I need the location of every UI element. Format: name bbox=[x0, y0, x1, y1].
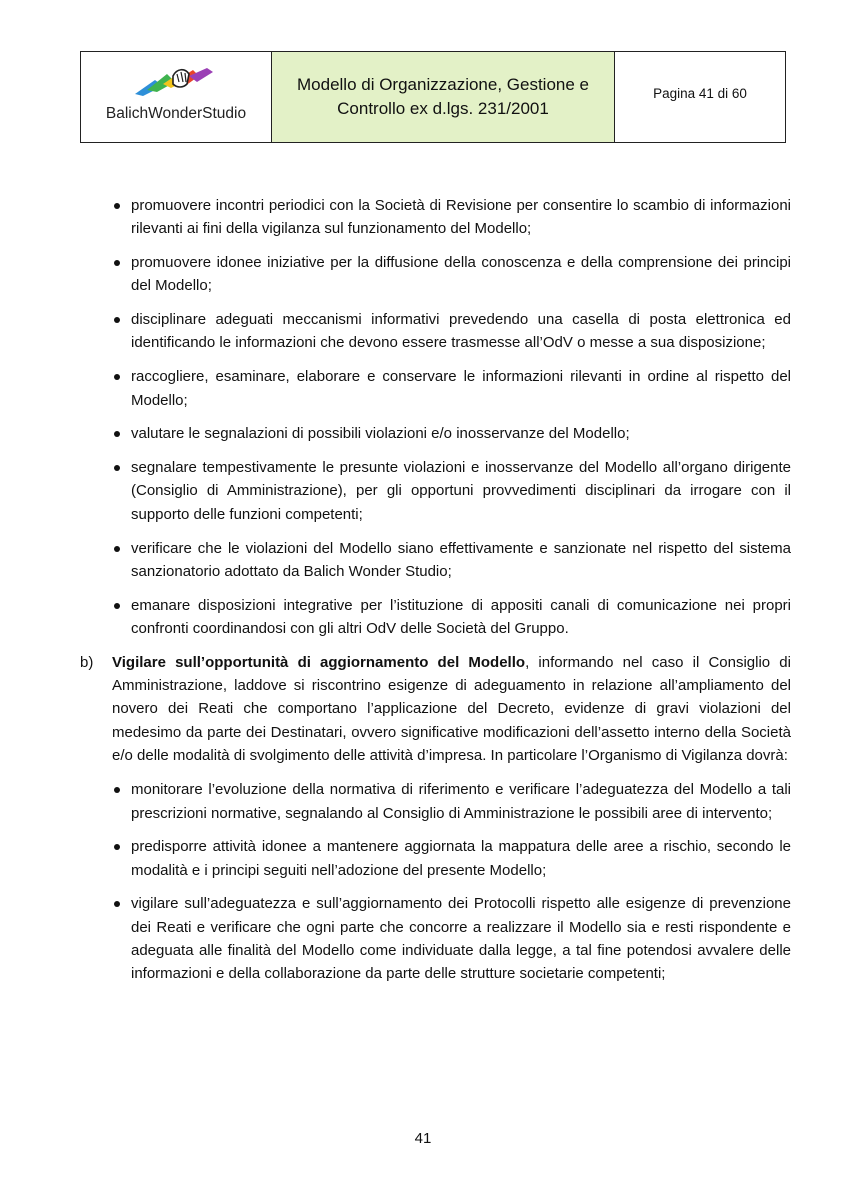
page-indicator: Pagina 41 di 60 bbox=[653, 85, 747, 101]
document-body bbox=[80, 194, 791, 996]
list-item: valutare le segnalazioni di possibili violazioni e/o inosservanze del Modello; bbox=[80, 422, 791, 445]
document-title: Modello di Organizzazione, Gestione e Controllo ex d.lgs. 231/2001 bbox=[272, 52, 615, 142]
company-logo bbox=[133, 66, 223, 102]
list-item: segnalare tempestivamente le presunte violazioni e inosservanze del Modello all’organo dirigente (Consiglio di Amministrazione), per gli opportuni provvedimenti disciplinari da irrogare con il supporto delle funzioni competenti; bbox=[80, 456, 791, 526]
list-item: vigilare sull’adeguatezza e sull’aggiornamento dei Protocolli rispetto alle esigenze di prevenzione dei Reati e verificare che ogni parte che concorre a realizzare il Modello sia e resti rispondente e adeguata alle finalità del Modello come individuate dalla legge, a tal fine potendosi avvalere delle informazioni e della collaborazione da parte delle strutture societarie competenti; bbox=[80, 892, 791, 985]
item-heading: Vigilare sull’opportunità di aggiornamento del Modello bbox=[112, 653, 526, 671]
item-marker: b) bbox=[80, 653, 94, 671]
section-item-b bbox=[80, 651, 791, 767]
list-item: raccogliere, esaminare, elaborare e conservare le informazioni rilevanti in ordine al rispetto del Modello; bbox=[80, 365, 791, 412]
page-number: 41 bbox=[414, 1130, 432, 1147]
logo-cell bbox=[81, 52, 272, 142]
item-text: , informando nel caso il Consiglio di Amministrazione, laddove si riscontrino esigenze di adeguamento in relazione all’ampliamento del novero dei Reati che comportano l’applicazione del Decreto, evidenze di gravi violazioni del medesimo da parte dei Destinatari, ovvero significative modificazioni dell’assetto interno della Società e/o delle modalità di svolgimento delle attività d’impresa. In particolare l’Organismo di Vigilanza dovrà: bbox=[112, 653, 791, 764]
list-item: disciplinare adeguati meccanismi informativi prevedendo una casella di posta elettronica ed identificando le informazioni che devono essere trasmesse all’OdV o messe a sua disposizione; bbox=[80, 308, 791, 355]
list-item: predisporre attività idonee a mantenere aggiornata la mappatura delle aree a rischio, secondo le modalità e i principi seguiti nell’adozione del presente Modello; bbox=[80, 835, 791, 882]
document-header bbox=[80, 51, 786, 143]
list-item: promuovere idonee iniziative per la diffusione della conoscenza e della comprensione dei principi del Modello; bbox=[80, 251, 791, 298]
list-item: emanare disposizioni integrative per l’istituzione di appositi canali di comunicazione nei propri confronti coordinandosi con gli altri OdV delle Società del Gruppo. bbox=[80, 594, 791, 641]
logo-wordmark: BalichWonderStudio bbox=[105, 105, 247, 122]
list-item: verificare che le violazioni del Modello siano effettivamente e sanzionate nel rispetto del sistema sanzionatorio adottato da Balich Wonder Studio; bbox=[80, 537, 791, 584]
list-item: promuovere incontri periodici con la Società di Revisione per consentire lo scambio di informazioni rilevanti ai fini della vigilanza sul funzionamento del Modello; bbox=[80, 194, 791, 241]
list-item: monitorare l’evoluzione della normativa di riferimento e verificare l’adeguatezza del Modello a tali prescrizioni normative, segnalando al Consiglio di Amministrazione le possibili aree di intervento; bbox=[80, 778, 791, 825]
